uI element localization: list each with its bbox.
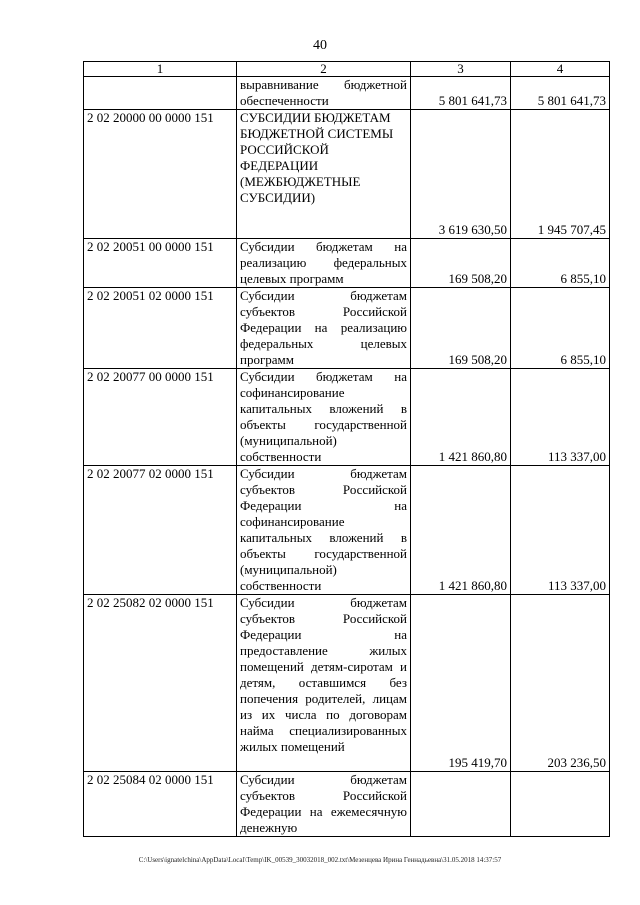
amount-col3: 169 508,20: [411, 239, 511, 288]
amount-col3: 1 421 860,80: [411, 369, 511, 466]
budget-code: 2 02 20077 02 0000 151: [84, 466, 237, 595]
amount-col4: 6 855,10: [511, 288, 610, 369]
table-row: [84, 466, 610, 595]
column-header: 1: [84, 62, 237, 77]
item-name: Субсидии бюджетам субъектов Российской Федерации на софинансирование капитальных вложений в объекты государственной (муниципальной) собственности: [237, 466, 411, 595]
amount-col4: 113 337,00: [511, 369, 610, 466]
budget-code: 2 02 20051 02 0000 151: [84, 288, 237, 369]
amount-col3: 195 419,70: [411, 595, 511, 772]
budget-code: 2 02 20077 00 0000 151: [84, 369, 237, 466]
item-name: Субсидии бюджетам на реализацию федеральных целевых программ: [237, 239, 411, 288]
column-header: 3: [411, 62, 511, 77]
amount-col4: [511, 772, 610, 837]
amount-col3: 3 619 630,50: [411, 110, 511, 239]
item-name: СУБСИДИИ БЮДЖЕТАМ БЮДЖЕТНОЙ СИСТЕМЫ РОССИЙСКОЙ ФЕДЕРАЦИИ (МЕЖБЮДЖЕТНЫЕ СУБСИДИИ): [237, 110, 411, 239]
table-row: [84, 239, 610, 288]
table-row: [84, 288, 610, 369]
page-number: 40: [313, 38, 327, 53]
budget-code: 2 02 25082 02 0000 151: [84, 595, 237, 772]
item-name: Субсидии бюджетам на софинансирование капитальных вложений в объекты государственной (муниципальной) собственности: [237, 369, 411, 466]
budget-code: 2 02 20000 00 0000 151: [84, 110, 237, 239]
amount-col4: 5 801 641,73: [511, 77, 610, 110]
table-row: [84, 369, 610, 466]
budget-code: [84, 77, 237, 110]
amount-col3: [411, 772, 511, 837]
column-header: 2: [237, 62, 411, 77]
table-row: [84, 110, 610, 239]
amount-col3: 1 421 860,80: [411, 466, 511, 595]
amount-col4: 113 337,00: [511, 466, 610, 595]
column-header: 4: [511, 62, 610, 77]
amount-col4: 1 945 707,45: [511, 110, 610, 239]
table-header-row: [84, 62, 610, 77]
item-name: Субсидии бюджетам субъектов Российской Федерации на ежемесячную денежную: [237, 772, 411, 837]
budget-table: [83, 61, 610, 837]
amount-col4: 6 855,10: [511, 239, 610, 288]
budget-code: 2 02 25084 02 0000 151: [84, 772, 237, 837]
table-row: [84, 77, 610, 110]
item-name: Субсидии бюджетам субъектов Российской Федерации на реализацию федеральных целевых программ: [237, 288, 411, 369]
budget-code: 2 02 20051 00 0000 151: [84, 239, 237, 288]
amount-col3: 169 508,20: [411, 288, 511, 369]
footer-file-path: C:\Users\ignatelchina\AppData\Local\Temp\IK_00539_30032018_002.txt\Мезенцева Ирина Геннадьевна\31.05.2018 14:37:57: [138, 856, 502, 864]
table-row: [84, 595, 610, 772]
amount-col4: 203 236,50: [511, 595, 610, 772]
amount-col3: 5 801 641,73: [411, 77, 511, 110]
item-name: выравнивание бюджетной обеспеченности: [237, 77, 411, 110]
table-row: [84, 772, 610, 837]
item-name: Субсидии бюджетам субъектов Российской Федерации на предоставление жилых помещений детям-сиротам и детям, оставшимся без попечения родителей, лицам из их числа по договорам найма специализированных жилых помещений: [237, 595, 411, 772]
